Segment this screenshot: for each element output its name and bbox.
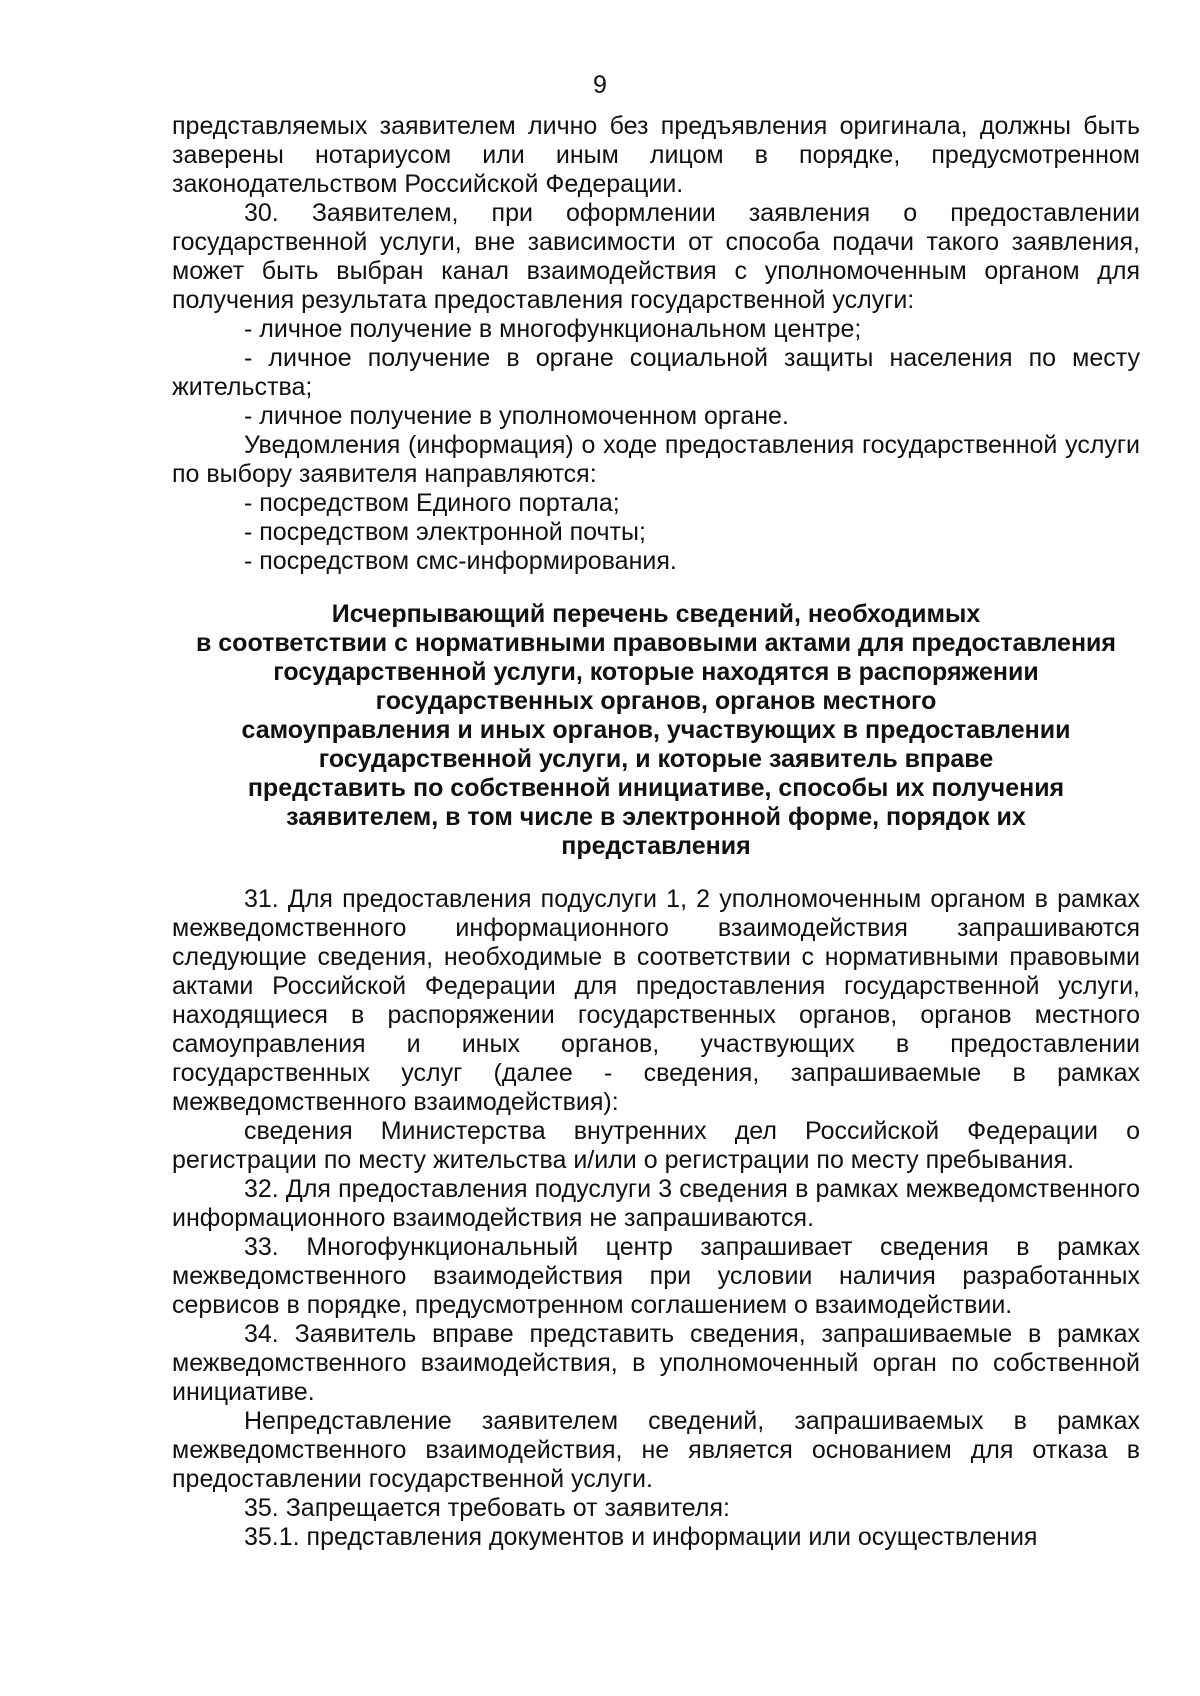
section-heading xyxy=(172,600,1140,861)
paragraph: представляемых заявителем лично без предъявления оригинала, должны быть заверены нотариусом или иным лицом в порядке, предусмотренном законодательством Российской Федерации. xyxy=(172,112,1140,198)
section-heading-line: в соответствии с нормативными правовыми актами для предоставления xyxy=(195,629,1117,657)
section-heading-line: государственной услуги, и которые заявитель вправе xyxy=(318,745,994,773)
document-body xyxy=(172,112,1140,1552)
page-number: 9 xyxy=(593,71,607,99)
list-item: - посредством Единого портала; xyxy=(244,489,620,517)
list-item: - личное получение в органе социальной защиты населения по месту жительства; xyxy=(172,344,1140,401)
paragraph: 35.1. представления документов и информации или осуществления xyxy=(244,1523,1038,1551)
paragraph: 34. Заявитель вправе представить сведения, запрашиваемые в рамках межведомственного взаимодействия, в уполномоченный орган по собственной инициативе. xyxy=(172,1320,1140,1406)
section-heading-line: представить по собственной инициативе, способы их получения xyxy=(247,774,1065,802)
section-heading-line: государственной услуги, которые находятся в распоряжении xyxy=(273,658,1039,686)
paragraph: Непредставление заявителем сведений, запрашиваемых в рамках межведомственного взаимодействия, не является основанием для отказа в предоставлении государственной услуги. xyxy=(172,1407,1140,1493)
list-item: - посредством смс-информирования. xyxy=(244,547,677,575)
section-heading-line: Исчерпывающий перечень сведений, необходимых xyxy=(331,600,981,628)
paragraph: сведения Министерства внутренних дел Российской Федерации о регистрации по месту жительства и/или о регистрации по месту пребывания. xyxy=(172,1117,1140,1174)
section-heading-line: самоуправления и иных органов, участвующих в предоставлении xyxy=(241,716,1071,744)
paragraph: 31. Для предоставления подуслуги 1, 2 уполномоченным органом в рамках межведомственного информационного взаимодействия запрашиваются следующие сведения, необходимые в соответствии с нормативными правовыми актами Российской Федерации для предоставления государственной услуги, находящиеся в распоряжении государственных органов, органов местного самоуправления и иных органов, участвующих в предоставлении государственных услуг (далее - сведения, запрашиваемые в рамках межведомственного взаимодействия): xyxy=(172,885,1140,1116)
paragraph: Уведомления (информация) о ходе предоставления государственной услуги по выбору заявителя направляются: xyxy=(172,431,1140,488)
section-heading-line: представления xyxy=(561,832,751,860)
list-item: - посредством электронной почты; xyxy=(244,518,646,546)
paragraph: 35. Запрещается требовать от заявителя: xyxy=(244,1494,730,1522)
list-item: - личное получение в многофункциональном центре; xyxy=(244,315,862,343)
paragraph: 33. Многофункциональный центр запрашивает сведения в рамках межведомственного взаимодействия при условии наличия разработанных сервисов в порядке, предусмотренном соглашением о взаимодействии. xyxy=(172,1233,1140,1319)
paragraph: 30. Заявителем, при оформлении заявления о предоставлении государственной услуги, вне зависимости от способа подачи такого заявления, может быть выбран канал взаимодействия с уполномоченным органом для получения результата предоставления государственной услуги: xyxy=(172,199,1140,314)
list-item: - личное получение в уполномоченном органе. xyxy=(244,402,789,430)
paragraph: 32. Для предоставления подуслуги 3 сведения в рамках межведомственного информационного взаимодействия не запрашиваются. xyxy=(172,1175,1140,1232)
section-heading-line: заявителем, в том числе в электронной форме, порядок их xyxy=(286,803,1026,831)
section-heading-line: государственных органов, органов местного xyxy=(375,687,937,715)
